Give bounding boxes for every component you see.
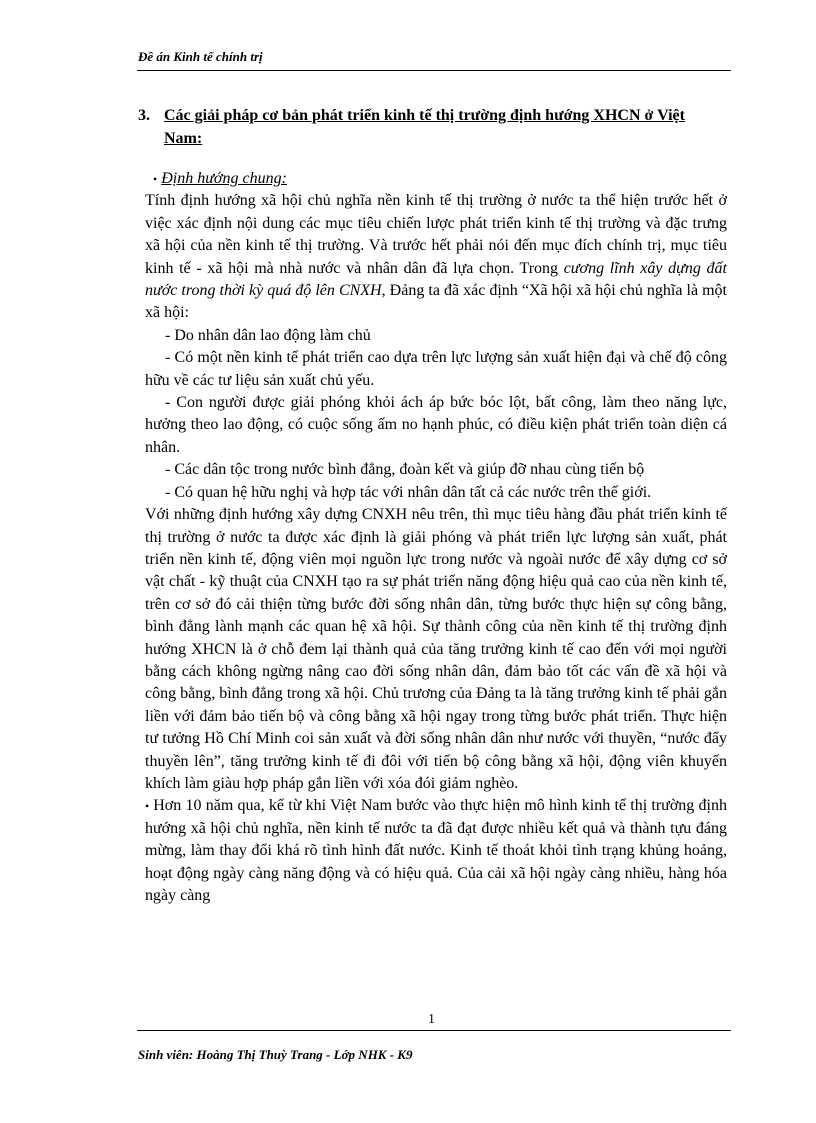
section-title: Các giải pháp cơ bản phát triển kinh tế thị trường định hướng XHCN ở Việt Nam: <box>164 107 685 147</box>
footer-divider <box>137 1030 731 1031</box>
bullet-icon: • <box>145 799 150 814</box>
section-number: 3. <box>138 107 150 124</box>
header-divider <box>137 70 731 71</box>
page-number: 1 <box>428 1012 435 1027</box>
paragraph-achievements-text: Hơn 10 năm qua, kể từ khi Việt Nam bước vào thực hiện mô hình kinh tế thị trường định hướng xã hội chủ nghĩa, nền kinh tế nước ta đã đạt được nhiều kết quả và thành tựu đáng mừng, làm thay đổi khá rõ tình hình đất nước. Kinh tế thoát khỏi tình trạng khủng hoảng, hoạt động ngày càng năng động và có hiệu quả. Của cải xã hội ngày càng nhiều, hàng hóa ngày càng <box>145 797 727 904</box>
list-item: - Có quan hệ hữu nghị và hợp tác với nhân dân tất cả các nước trên thế giới. <box>165 483 652 501</box>
list-item: - Do nhân dân lao động làm chủ <box>165 326 371 344</box>
subheading-line <box>145 168 727 190</box>
paragraph-intro-italic: cương lĩnh xây dựng đất nước trong thời kỳ quá độ lên CNXH <box>145 259 727 300</box>
list-item: - Con người được giải phóng khỏi ách áp bức bóc lột, bất công, làm theo năng lực, hưởng theo lao động, có cuộc sống ấm no hạnh phúc, có điều kiện phát triển toàn diện cá nhân. <box>145 394 727 456</box>
paragraph-intro-text-a: Tính định hướng xã hội chủ nghĩa nền kinh tế thị trường ở nước ta thể hiện trước hết ở việc xác định nội dung các mục tiêu chiến lược phát triển kinh tế thị trường và đặc trưng xã hội của nền kinh tế thị trường. Và trước hết phải nói đến mục đích chính trị, mục tiêu kinh tế - xã hội mà nhà nước và nhân dân đã lựa chọn. Trong <box>145 192 727 277</box>
document-header-title: Đề án Kinh tế chính trị <box>138 49 263 64</box>
paragraph-intro-text-b: , Đảng ta đã xác định “Xã hội xã hội chủ nghĩa là một xã hội: <box>145 282 728 322</box>
document-footer: Sinh viên: Hoàng Thị Thuỳ Trang - Lớp NHK - K9 <box>138 1047 413 1062</box>
subheading: Định hướng chung: <box>161 170 287 187</box>
paragraph-intro <box>145 190 727 324</box>
paragraph-goals: Với những định hướng xây dựng CNXH nêu trên, thì mục tiêu hàng đầu phát triển kinh tế thị trường ở nước ta được xác định là giải phóng và phát triển lực lượng sản xuất, phát triển nền kinh tế, động viên mọi nguồn lực trong nước và ngoài nước để xây dựng cơ sở vật chất - kỹ thuật của CNXH tạo ra sự phát triển năng động hiệu quả cao của nền kinh tế, trên cơ sở đó cải thiện từng bước đời sống nhân dân, từng bước thực hiện sự công bằng, bình đẳng lành mạnh các quan hệ xã hội. Sự thành công của nền kinh tế thị trường định hướng XHCN là ở chỗ đem lại thành quả của tăng trưởng kinh tế cao đến với mọi người bằng cách không ngừng nâng cao đời sống nhân dân, đảm bảo tốt các vấn đề xã hội và công bằng, bình đẳng trong xã hội. Chủ trương của Đảng ta là tăng trưởng kinh tế phải gắn liền với đảm bảo tiến bộ và công bằng xã hội ngay trong từng bước phát triển. Thực hiện tư tưởng Hồ Chí Minh coi sản xuất và đời sống nhân dân như nước với thuyền, “nước đẩy thuyền lên”, tăng trưởng kinh tế đi đôi với tiến bộ công bằng xã hội, động viên khuyến khích làm giàu hợp pháp gắn liền với xóa đói giảm nghèo. <box>145 506 727 792</box>
list-item: - Các dân tộc trong nước bình đẳng, đoàn kết và giúp đỡ nhau cùng tiến bộ <box>165 461 645 479</box>
paragraph-achievements <box>145 795 727 907</box>
document-body <box>145 168 727 907</box>
bullet-icon: • <box>153 172 158 186</box>
list-item: - Có một nền kinh tế phát triển cao dựa trên lực lượng sản xuất hiện đại và chế độ công hữu về các tư liệu sản xuất chủ yếu. <box>145 349 727 389</box>
